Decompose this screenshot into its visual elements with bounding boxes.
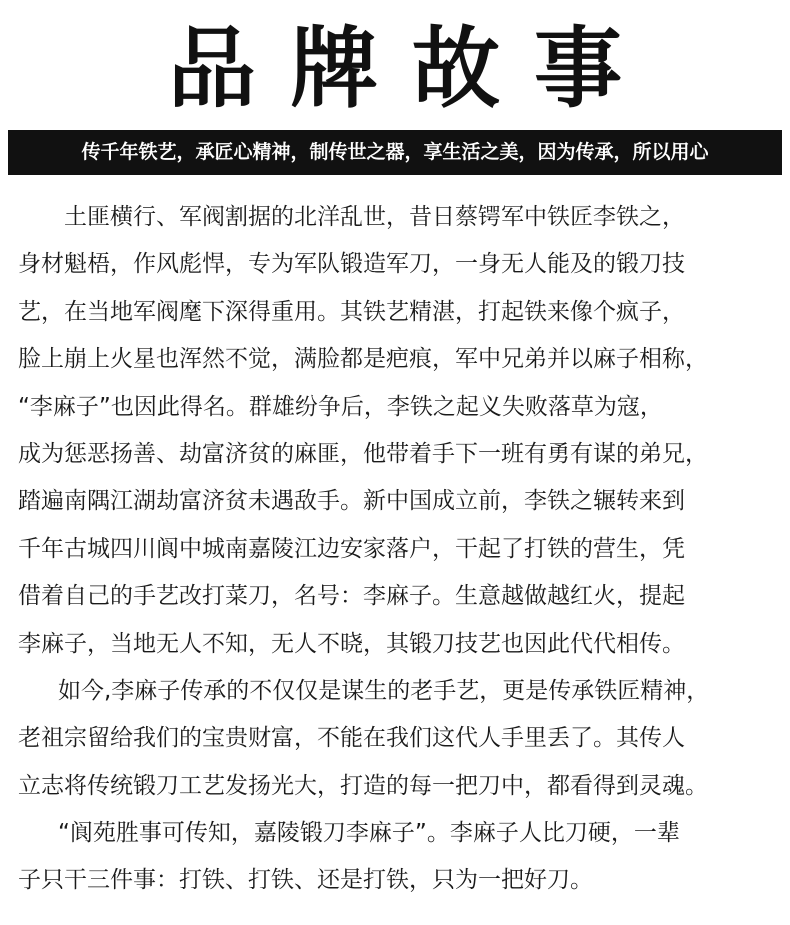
- paragraph: [18, 668, 778, 810]
- paragraph-line: 艺，在当地军阀麾下深得重用。其铁艺精湛，打起铁来像个疯子，: [18, 298, 685, 325]
- paragraph-line: 土匪横行、军阀割据的北洋乱世，昔日蔡锷军中铁匠李铁之，: [64, 204, 685, 230]
- slogan-banner: 传千年铁艺，承匠心精神，制传世之器，享生活之美，因为传承，所以用心: [8, 130, 782, 175]
- paragraph-line: “阆苑胜事可传知，嘉陵锻刀李麻子”。李麻子人比刀硬，一辈: [58, 820, 680, 847]
- paragraph-line: 李麻子，当地无人不知，无人不晓，其锻刀技艺也因此代代相传。: [18, 630, 685, 657]
- paragraph: [18, 810, 778, 905]
- paragraph-line: 千年古城四川阆中城南嘉陵江边安家落户，干起了打铁的营生，凭: [18, 535, 685, 562]
- paragraph-line: 身材魁梧，作风彪悍，专为军队锻造军刀，一身无人能及的锻刀技: [18, 251, 685, 278]
- paragraph-line: 如今,李麻子传承的不仅仅是谋生的老手艺，更是传承铁匠精神，: [58, 677, 710, 704]
- paragraph-line: 脸上崩上火星也浑然不觉，满脸都是疤痕，军中兄弟并以麻子相称，: [18, 346, 708, 373]
- paragraph-line: 老祖宗留给我们的宝贵财富，不能在我们这代人手里丢了。其传人: [18, 725, 685, 752]
- paragraph-line: “李麻子”也因此得名。群雄纷争后，李铁之起义失败落草为寇，: [18, 393, 663, 420]
- page-title: 品牌故事: [167, 16, 656, 120]
- paragraph: [18, 194, 778, 668]
- paragraph-line: 借着自己的手艺改打菜刀，名号：李麻子。生意越做越红火，提起: [18, 583, 685, 610]
- paragraph-line: 立志将传统锻刀工艺发扬光大，打造的每一把刀中，都看得到灵魂。: [18, 772, 708, 799]
- story-body: [18, 194, 778, 905]
- paragraph-line: 子只干三件事：打铁、打铁、还是打铁，只为一把好刀。: [18, 867, 593, 894]
- paragraph-line: 踏遍南隅江湖劫富济贫未遇敌手。新中国成立前，李铁之辗转来到: [18, 488, 685, 515]
- paragraph-line: 成为惩恶扬善、劫富济贫的麻匪，他带着手下一班有勇有谋的弟兄，: [18, 440, 708, 467]
